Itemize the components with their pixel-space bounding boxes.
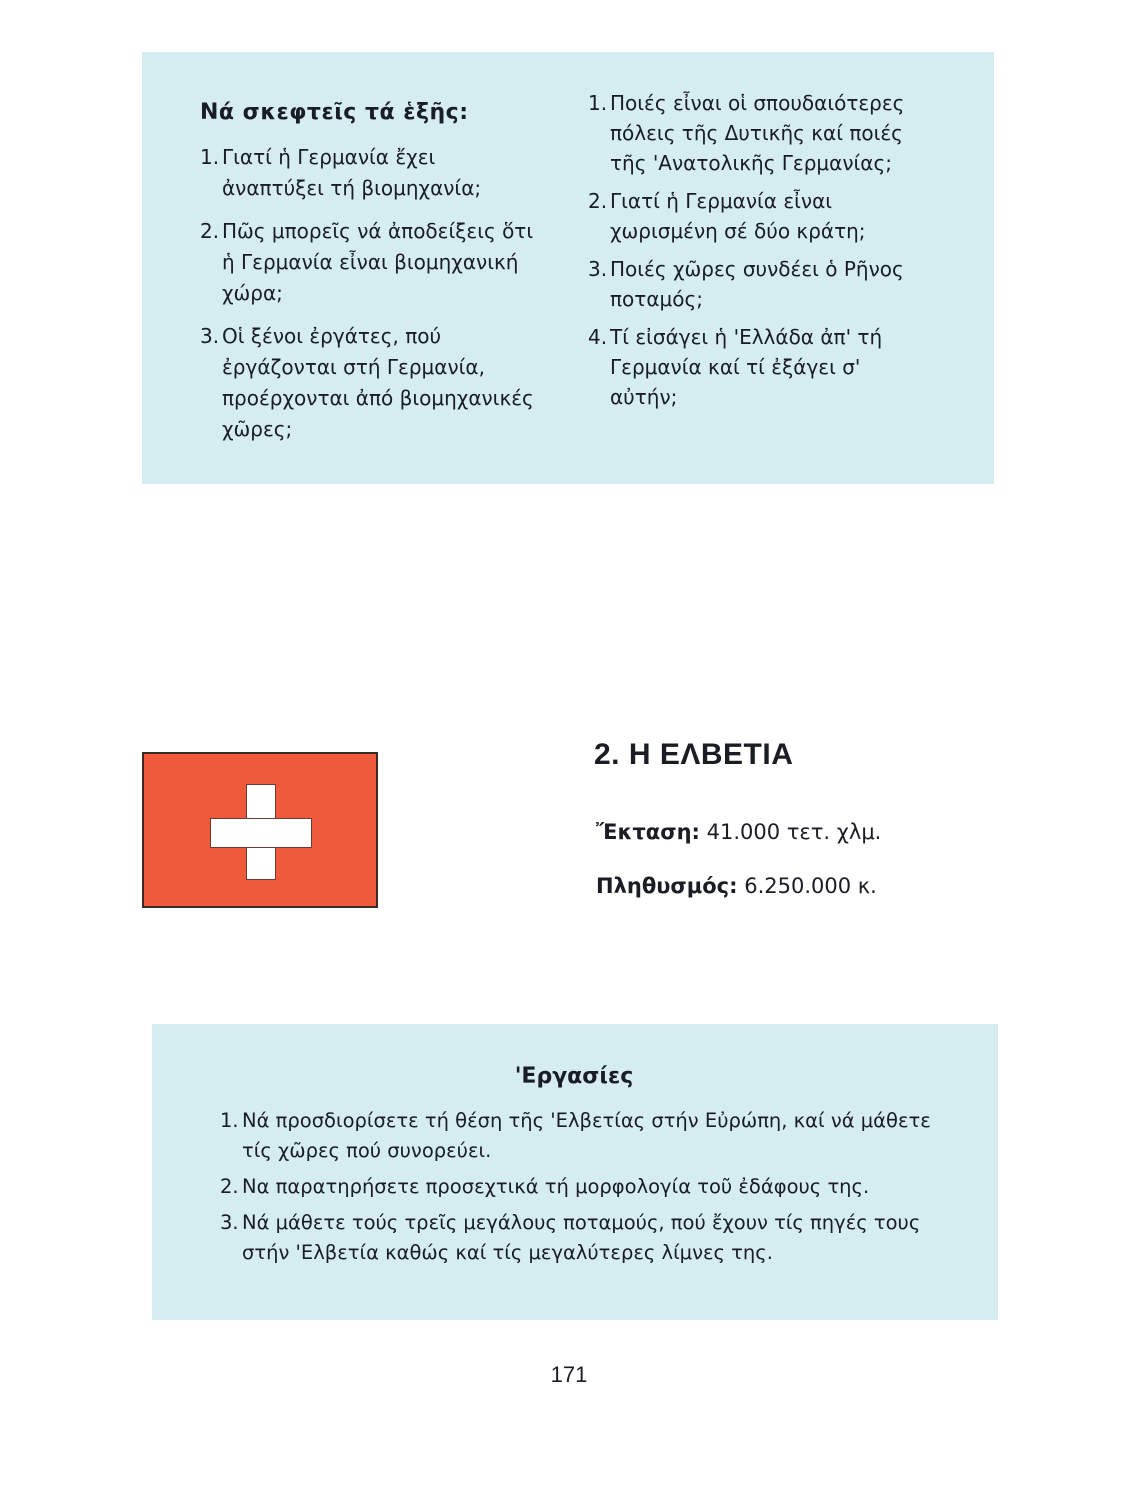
item-number: 1.: [220, 1109, 239, 1132]
review-questions-right: [588, 88, 930, 420]
item-text: Ποιές εἶναι οἱ σπουδαιότερες πόλεις τῆς Δυτικῆς καί ποιές τῆς 'Ανατολικῆς Γερμανίας;: [610, 91, 905, 175]
list-item: [220, 1172, 942, 1202]
tasks-title: 'Εργασίες: [514, 1064, 634, 1089]
list-item: [220, 1208, 942, 1268]
item-text: Νά προσδιορίσετε τή θέση τῆς 'Ελβετίας στήν Εὐρώπη, καί νά μάθετε τίς χῶρες πού συνορεύει.: [242, 1109, 931, 1162]
list-item: [588, 186, 930, 246]
list-item: [200, 216, 540, 309]
item-number: 4.: [588, 325, 608, 349]
list-item: [220, 1106, 942, 1166]
item-number: 1.: [200, 145, 220, 169]
population-fact: [596, 874, 877, 898]
page-number: 171: [550, 1362, 588, 1387]
item-number: 3.: [200, 324, 220, 348]
item-text: Ποιές χῶρες συνδέει ὁ Ρῆνος ποταμός;: [610, 257, 904, 311]
list-item: [200, 142, 540, 204]
list-item: [588, 254, 930, 314]
item-number: 2.: [220, 1175, 239, 1198]
item-text: Γιατί ἡ Γερμανία ἔχει ἀναπτύξει τή βιομηχανία;: [222, 145, 482, 200]
review-questions-left: [200, 142, 540, 457]
review-heading: Νά σκεφτεῖς τά ἑξῆς:: [200, 100, 469, 125]
swiss-flag: [142, 752, 378, 908]
item-text: Νά μάθετε τούς τρεῖς μεγάλους ποταμούς, πού ἔχουν τίς πηγές τους στήν 'Ελβετία καθώς καί τίς μεγαλύτερες λίμνες της.: [242, 1211, 921, 1264]
item-number: 3.: [220, 1211, 239, 1234]
item-text: Να παρατηρήσετε προσεχτικά τή μορφολογία τοῦ ἐδάφους της.: [242, 1175, 870, 1198]
item-number: 1.: [588, 91, 608, 115]
item-text: Πῶς μπορεῖς νά ἀποδείξεις ὅτι ἡ Γερμανία εἶναι βιομηχανική χώρα;: [222, 219, 534, 305]
population-label: Πληθυσμός:: [596, 874, 738, 898]
item-text: Οἱ ξένοι ἐργάτες, πού ἐργάζονται στή Γερμανία, προέρχονται ἀπό βιομηχανικές χῶρες;: [222, 324, 534, 441]
flag-cross-center: [247, 819, 275, 847]
population-value: 6.250.000 κ.: [744, 874, 877, 898]
area-label: Ἔκταση:: [596, 820, 700, 844]
item-number: 2.: [200, 219, 220, 243]
list-item: [200, 321, 540, 445]
list-item: [588, 322, 930, 412]
list-item: [588, 88, 930, 178]
item-text: Γιατί ἡ Γερμανία εἶναι χωρισμένη σέ δύο κράτη;: [610, 189, 866, 243]
item-number: 3.: [588, 257, 608, 281]
area-fact: [596, 820, 881, 844]
item-text: Τί εἰσάγει ἡ 'Ελλάδα ἀπ' τή Γερμανία καί τί ἐξάγει σ' αὐτήν;: [610, 325, 883, 409]
area-value: 41.000 τετ. χλμ.: [706, 820, 882, 844]
item-number: 2.: [588, 189, 608, 213]
country-title: 2. Η ΕΛΒΕΤΙΑ: [594, 738, 794, 771]
tasks-list: [220, 1106, 942, 1274]
